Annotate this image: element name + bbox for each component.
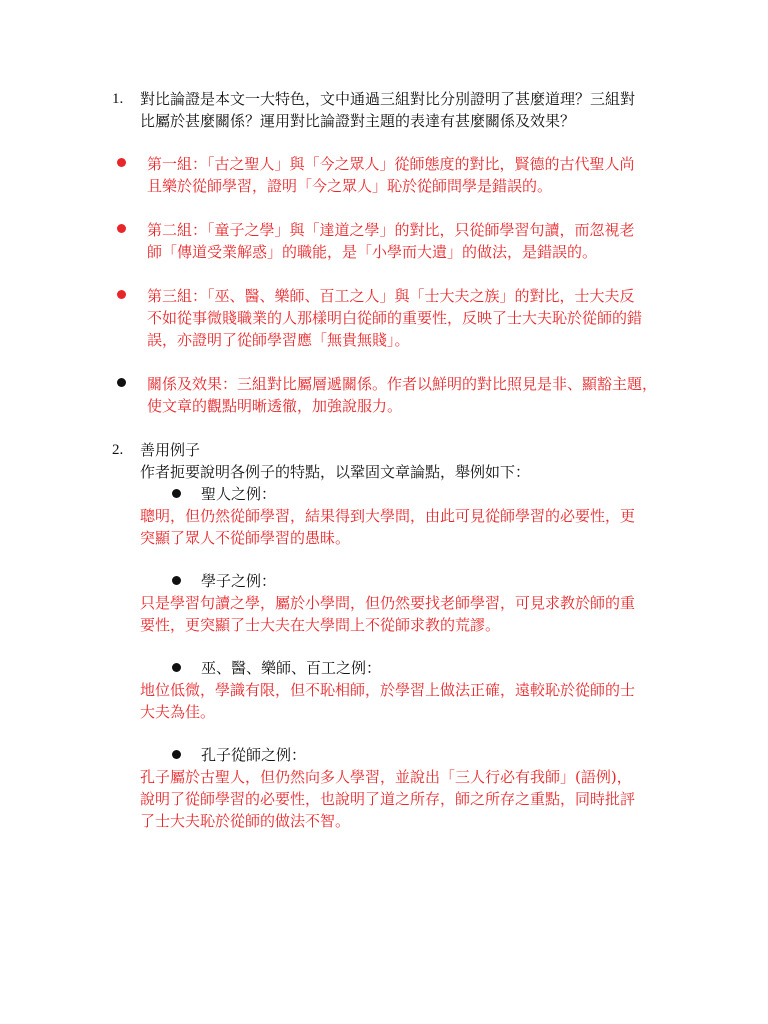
example-3-line-2: 大夫為佳。 xyxy=(140,703,216,721)
example-1-line-1: 聰明，但仍然從師學習，結果得到大學問，由此可見從師學習的必要性，更 xyxy=(140,507,636,525)
example-4-heading: 孔子從師之例： xyxy=(201,746,307,764)
relation-line-1: 關係及效果：三組對比屬層遞關係。作者以鮮明的對比照見是非、顯豁主題， xyxy=(147,375,658,393)
relation-bullet-icon xyxy=(117,378,126,387)
example-4-line-3: 了士大夫恥於從師的做法不智。 xyxy=(140,812,351,830)
question-2-intro: 作者扼要說明各例子的特點，以鞏固文章論點，舉例如下： xyxy=(140,463,531,481)
group-2-line-1: 第二組：「童子之學」與「達道之學」的對比，只從師學習句讀，而忽視老 xyxy=(147,221,635,239)
example-1-bullet-icon xyxy=(172,489,181,498)
group-3-line-1: 第三組：「巫、醫、樂師、百工之人」與「士大夫之族」的對比，士大夫反 xyxy=(147,287,635,305)
example-1-heading: 聖人之例： xyxy=(201,485,277,503)
example-3-line-1: 地位低微，學識有限，但不恥相師，於學習上做法正確，遠較恥於從師的士 xyxy=(140,681,636,699)
group-3-line-2: 不如從事微賤職業的人那樣明白從師的重要性，反映了士大夫恥於從師的錯 xyxy=(147,309,643,327)
group-1-line-1: 第一組：「古之聖人」與「今之眾人」從師態度的對比，賢德的古代聖人尚 xyxy=(147,155,635,173)
example-3-heading: 巫、醫、樂師、百工之例： xyxy=(201,659,382,677)
example-4-line-1: 孔子屬於古聖人，但仍然向多人學習，並說出「三人行必有我師」(語例)， xyxy=(140,768,632,786)
example-4-bullet-icon xyxy=(172,750,181,759)
example-2-line-1: 只是學習句讀之學，屬於小學問，但仍然要找老師學習，可見求教於師的重 xyxy=(140,594,636,612)
example-4-line-2: 說明了從師學習的必要性，也說明了道之所存，師之所存之重點，同時批評 xyxy=(140,790,636,808)
question-1-line-2: 比屬於甚麼關係？運用對比論證對主題的表達有甚麼關係及效果？ xyxy=(140,112,576,130)
example-2-heading: 學子之例： xyxy=(201,572,277,590)
question-1-number: 1. xyxy=(112,91,124,107)
example-1-line-2: 突顯了眾人不從師學習的愚昧。 xyxy=(140,529,351,547)
example-3-bullet-icon xyxy=(172,663,181,672)
question-2-title: 善用例子 xyxy=(140,441,201,459)
group-2-line-2: 師「傳道受業解惑」的職能，是「小學而大遺」的做法，是錯誤的。 xyxy=(147,243,598,261)
example-2-line-2: 要性，更突顯了士大夫在大學問上不從師求教的荒謬。 xyxy=(140,616,501,634)
group-2-bullet-icon xyxy=(117,224,126,233)
relation-line-2: 使文章的觀點明晰透徹，加強說服力。 xyxy=(147,397,403,415)
group-3-bullet-icon xyxy=(117,290,126,299)
example-2-bullet-icon xyxy=(172,576,181,585)
group-1-bullet-icon xyxy=(117,158,126,167)
group-3-line-3: 誤，亦證明了從師學習應「無貴無賤」。 xyxy=(147,331,410,349)
question-2-number: 2. xyxy=(112,442,124,458)
question-1-line-1: 對比論證是本文一大特色，文中通過三組對比分別證明了甚麼道理？三組對 xyxy=(140,90,636,108)
group-1-line-2: 且樂於從師學習，證明「今之眾人」恥於從師問學是錯誤的。 xyxy=(147,177,553,195)
